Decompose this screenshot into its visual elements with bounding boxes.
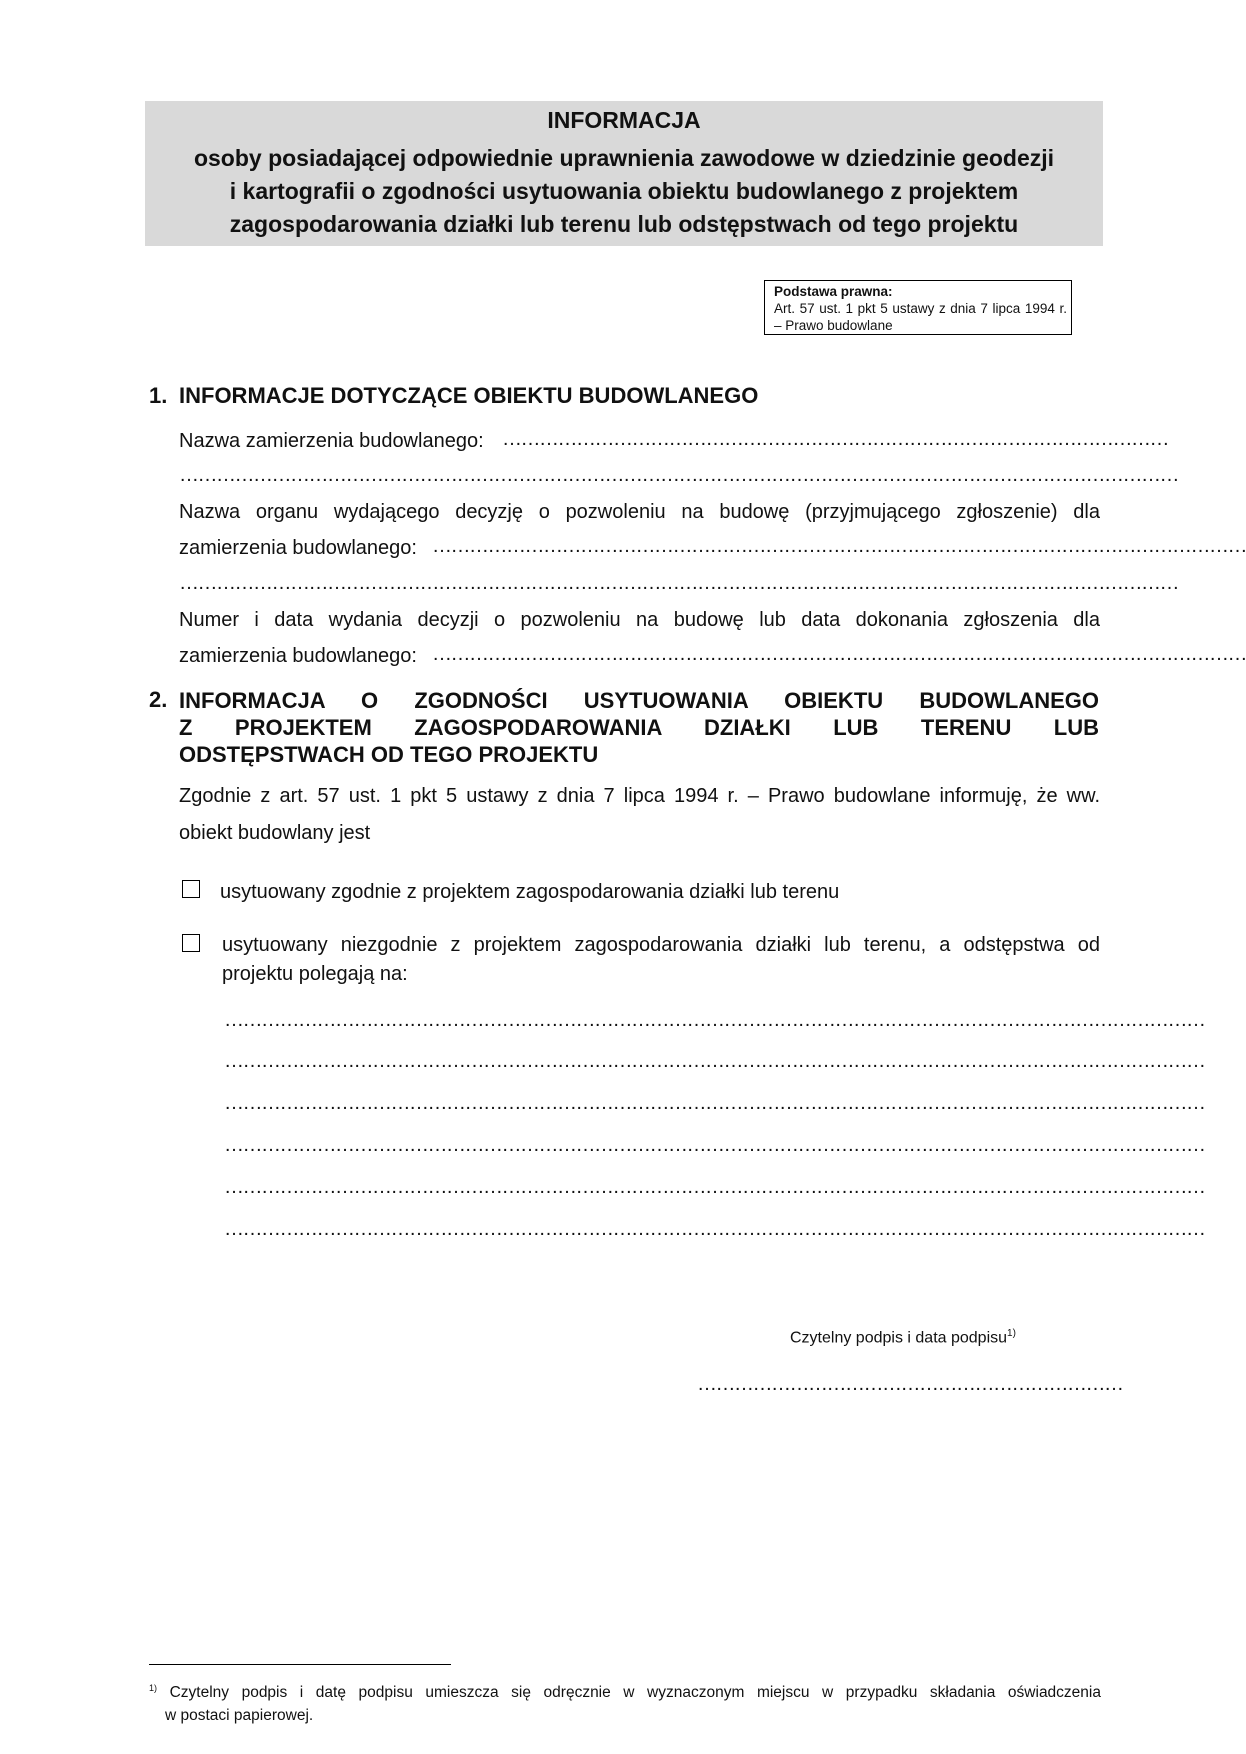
section-title-line: ODSTĘPSTWACH OD TEGO PROJEKTU bbox=[179, 742, 599, 767]
deviation-line[interactable]: …………………………………………………………………………………………………………………………………………… bbox=[224, 1050, 1205, 1072]
signature-field[interactable]: …………………………………………………………… bbox=[697, 1373, 1123, 1395]
authority-label-line-2: zamierzenia budowlanego: bbox=[179, 537, 417, 559]
deviation-line[interactable]: …………………………………………………………………………………………………………………………………………… bbox=[224, 1218, 1205, 1240]
subtitle-line: zagospodarowania działki lub terenu lub odstępstwach od tego projektu bbox=[229, 211, 1019, 237]
legal-basis-text: Art. 57 ust. 1 pkt 5 ustawy z dnia 7 lipca 1994 r. – Prawo budowlane bbox=[774, 301, 1067, 333]
authority-label-line-1: Nazwa organu wydającego decyzję o pozwoleniu na budowę (przyjmującego zgłoszenie) dla bbox=[179, 501, 1100, 523]
authority-field[interactable]: …………………………………………………………………………………………………………………… bbox=[432, 535, 1246, 557]
section-number: 1. bbox=[149, 383, 168, 408]
intro-line-2: obiekt budowlany jest bbox=[179, 822, 371, 844]
section-title-line: INFORMACJA O ZGODNOŚCI USYTUOWANIA OBIEKTU BUDOWLANEGO bbox=[179, 688, 1099, 713]
option-noncompliant-label-line-1: usytuowany niezgodnie z projektem zagospodarowania działki lub terenu, a odstępstwa od bbox=[222, 934, 1100, 956]
option-noncompliant-label-line-2: projektu polegają na: bbox=[222, 963, 408, 985]
authority-field-continuation[interactable]: ……………………………………………………………………………………………………………………………………………… bbox=[179, 572, 1178, 594]
intro-line-1: Zgodnie z art. 57 ust. 1 pkt 5 ustawy z dnia 7 lipca 1994 r. – Prawo budowlane informuję, że ww. bbox=[179, 785, 1100, 807]
legal-basis-box bbox=[764, 280, 1072, 335]
decision-label-line-1: Numer i data wydania decyzji o pozwoleniu na budowę lub data dokonania zgłoszenia dla bbox=[179, 609, 1100, 631]
option-compliant-label: usytuowany zgodnie z projektem zagospodarowania działki lub terenu bbox=[220, 881, 840, 903]
section-title-line: Z PROJEKTEM ZAGOSPODAROWANIA DZIAŁKI LUB TERENU LUB bbox=[179, 715, 1099, 740]
project-name-field[interactable]: ……………………………………………………………………………………………… bbox=[502, 428, 1168, 450]
signature-label-text: Czytelny podpis i data podpisu bbox=[790, 1329, 1008, 1347]
project-name-label: Nazwa zamierzenia budowlanego: bbox=[179, 430, 484, 452]
decision-label-line-2: zamierzenia budowlanego: bbox=[179, 645, 417, 667]
section-number: 2. bbox=[149, 687, 168, 712]
deviation-line[interactable]: …………………………………………………………………………………………………………………………………………… bbox=[224, 1176, 1205, 1198]
footnote-divider bbox=[149, 1664, 451, 1665]
subtitle-line: i kartografii o zgodności usytuowania obiektu budowlanego z projektem bbox=[229, 178, 1019, 204]
footnote bbox=[149, 1677, 1101, 1727]
legal-basis-heading: Podstawa prawna: bbox=[774, 284, 893, 299]
deviation-line[interactable]: …………………………………………………………………………………………………………………………………………… bbox=[224, 1009, 1205, 1031]
option-compliant-checkbox[interactable] bbox=[182, 880, 200, 898]
footnote-reference: 1) bbox=[1007, 1328, 1016, 1339]
signature-label bbox=[790, 1328, 1016, 1347]
footnote-marker: 1) bbox=[149, 1683, 158, 1693]
subtitle-line: osoby posiadającej odpowiednie uprawnienia zawodowe w dziedzinie geodezji bbox=[193, 145, 1055, 171]
document-header bbox=[145, 101, 1103, 246]
deviation-line[interactable]: …………………………………………………………………………………………………………………………………………… bbox=[224, 1092, 1205, 1114]
section-2-heading bbox=[149, 687, 1099, 767]
project-name-field-continuation[interactable]: ……………………………………………………………………………………………………………………………………………… bbox=[179, 464, 1178, 486]
footnote-text: Czytelny podpis i datę podpisu umieszcza się odręcznie w wyznaczonym miejscu w przypadku składania oświadczenia bbox=[169, 1684, 1101, 1702]
option-noncompliant-checkbox[interactable] bbox=[182, 934, 200, 952]
document-subtitle bbox=[145, 142, 1103, 241]
footnote-line-2: w postaci papierowej. bbox=[165, 1707, 314, 1725]
footnote-line-1 bbox=[149, 1677, 1101, 1704]
decision-field[interactable]: …………………………………………………………………………………………………………………… bbox=[432, 643, 1246, 665]
section-title: INFORMACJE DOTYCZĄCE OBIEKTU BUDOWLANEGO bbox=[179, 383, 759, 408]
document-title: INFORMACJA bbox=[547, 107, 701, 133]
deviation-line[interactable]: …………………………………………………………………………………………………………………………………………… bbox=[224, 1134, 1205, 1156]
